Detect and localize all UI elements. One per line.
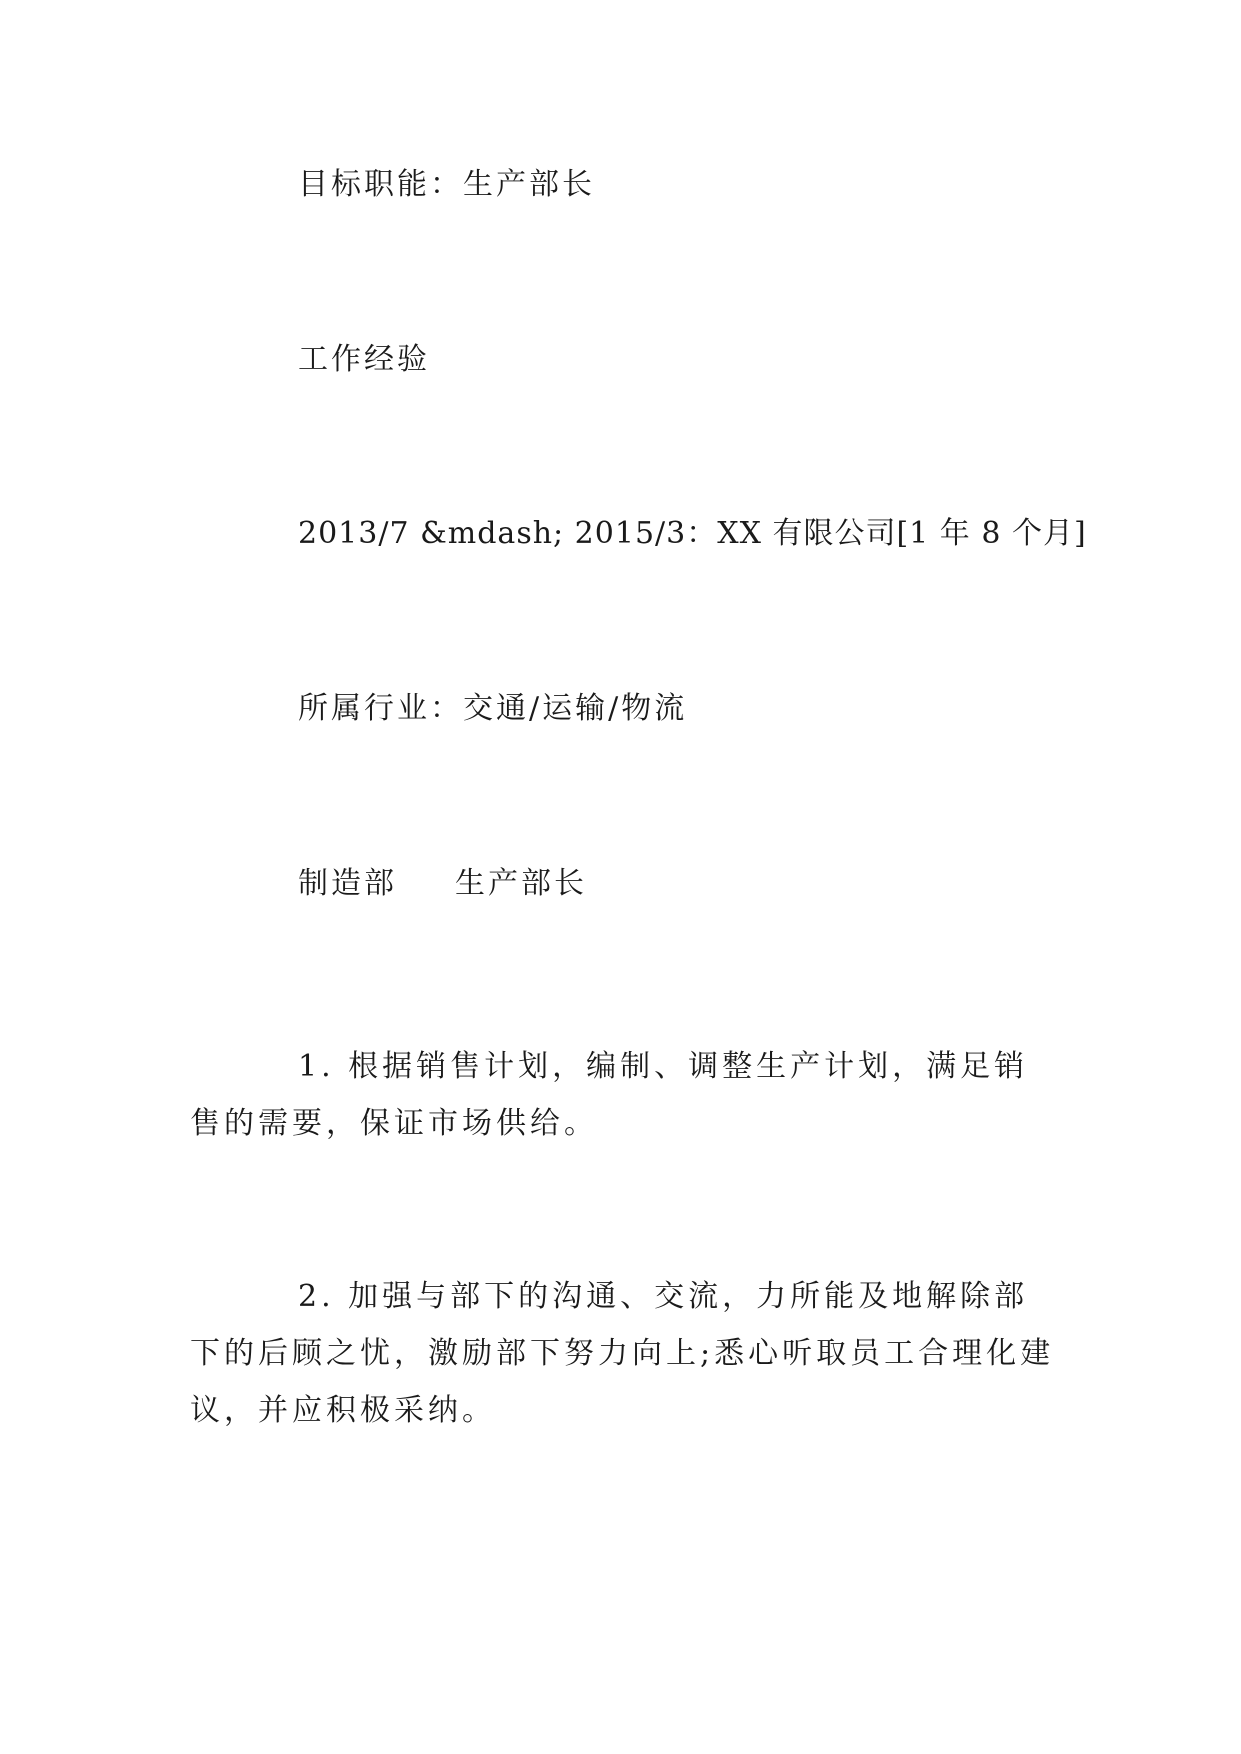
department-label: 制造部 [298,866,397,901]
position-label: 生产部长 [455,866,587,901]
duty-paragraph-2: 2. 加强与部下的沟通、交流，力所能及地解除部下的后顾之忧，激励部下努力向上;悉心听取员工合理化建议，并应积极采纳。 [190,1279,1055,1428]
department-position-line [298,864,587,904]
duty-paragraph-1: 1. 根据销售计划，编制、调整生产计划，满足销售的需要，保证市场供给。 [190,1049,1029,1141]
target-function-line: 目标职能：生产部长 [298,167,595,202]
industry-line: 所属行业：交通/运输/物流 [298,691,688,726]
job-period-line: 2013/7 &mdash; 2015/3：XX 有限公司[1 年 8 个月] [298,516,1087,551]
work-experience-heading: 工作经验 [298,342,430,377]
